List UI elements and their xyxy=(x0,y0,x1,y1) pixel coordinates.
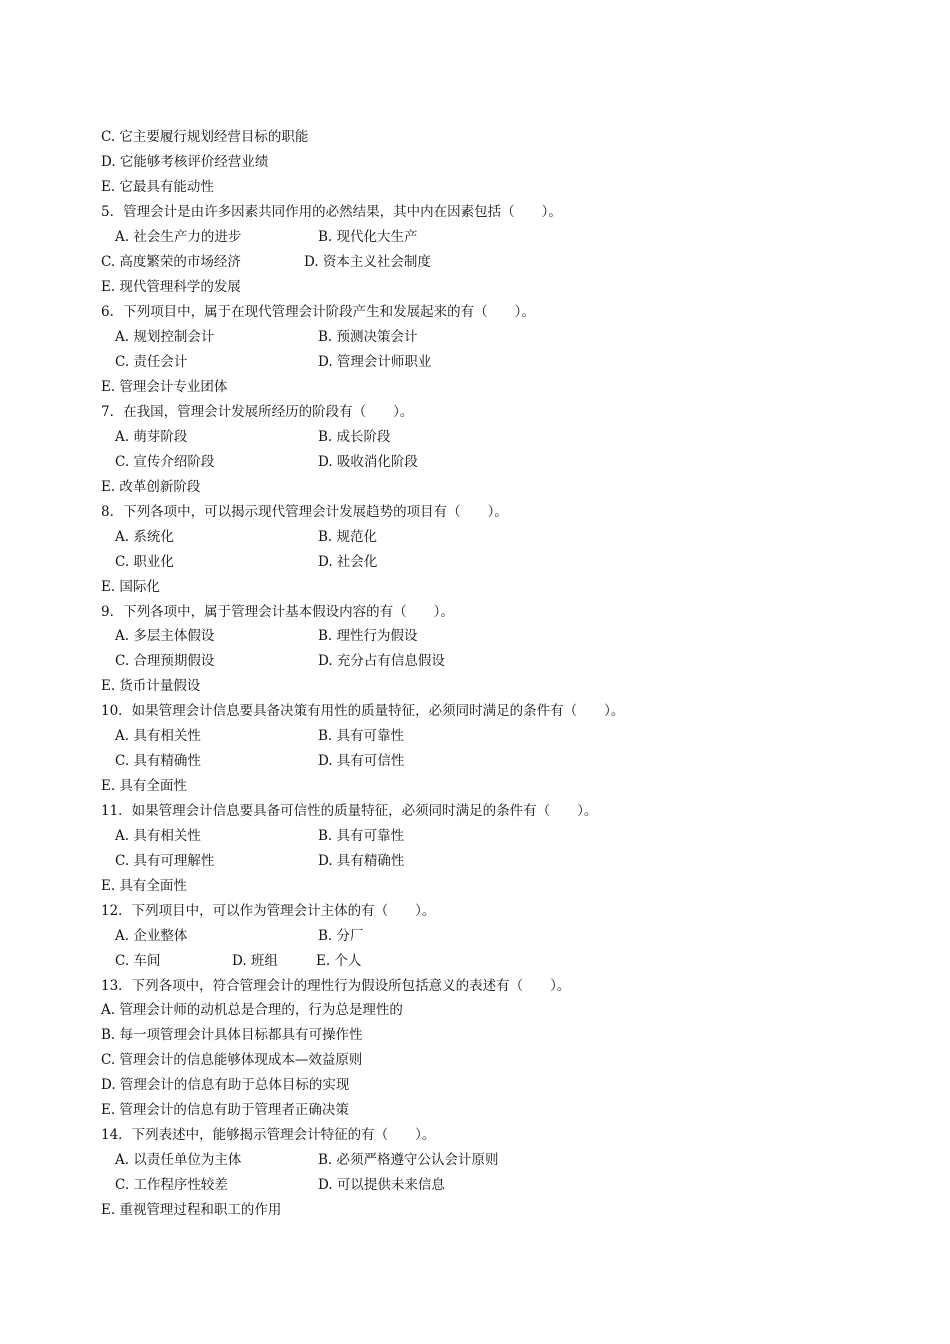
option-row xyxy=(0,824,950,848)
option-row xyxy=(0,250,950,274)
option-e: E. 重视管理过程和职工的作用 xyxy=(101,1202,282,1218)
option-c: C. 管理会计的信息能够体现成本—效益原则 xyxy=(101,1052,363,1068)
option-line: C. 它主要履行规划经营目标的职能 xyxy=(101,129,309,145)
option-line: E. 它最具有能动性 xyxy=(101,179,214,195)
option-e: E. 现代管理科学的发展 xyxy=(101,279,241,295)
question-5: 5．管理会计是由许多因素共同作用的必然结果，其中内在因素包括（ ）。 xyxy=(101,204,562,220)
option-row xyxy=(0,649,950,673)
option-b: B. 规范化 xyxy=(318,529,378,545)
option-d: D. 具有可信性 xyxy=(318,753,405,769)
question-11: 11．如果管理会计信息要具备可信性的质量特征，必须同时满足的条件有（ ）。 xyxy=(101,803,598,819)
option-e: E. 管理会计的信息有助于管理者正确决策 xyxy=(101,1102,349,1118)
option-a: A. 规划控制会计 xyxy=(115,329,215,345)
option-a: A. 管理会计师的动机总是合理的，行为总是理性的 xyxy=(101,1002,403,1018)
option-a: A. 以责任单位为主体 xyxy=(115,1152,242,1168)
option-e: E. 货币计量假设 xyxy=(101,678,201,694)
option-b: B. 分厂 xyxy=(318,928,364,944)
option-b: B. 理性行为假设 xyxy=(318,628,418,644)
option-row xyxy=(0,1148,950,1172)
option-row xyxy=(0,1173,950,1197)
option-b: B. 具有可靠性 xyxy=(318,728,405,744)
question-14: 14．下列表述中，能够揭示管理会计特征的有（ ）。 xyxy=(101,1127,436,1143)
option-row xyxy=(0,425,950,449)
option-row xyxy=(0,550,950,574)
option-e: E. 个人 xyxy=(316,953,362,969)
option-e: E. 管理会计专业团体 xyxy=(101,379,228,395)
option-a: A. 企业整体 xyxy=(115,928,188,944)
question-9: 9．下列各项中，属于管理会计基本假设内容的有（ ）。 xyxy=(101,604,454,620)
option-c: C. 具有可理解性 xyxy=(115,853,215,869)
option-d: D. 充分占有信息假设 xyxy=(318,653,445,669)
option-row xyxy=(0,525,950,549)
option-row xyxy=(0,724,950,748)
option-d: D. 可以提供未来信息 xyxy=(318,1177,445,1193)
option-e: E. 具有全面性 xyxy=(101,778,187,794)
option-row xyxy=(0,225,950,249)
option-c: C. 具有精确性 xyxy=(115,753,201,769)
option-a: A. 萌芽阶段 xyxy=(115,429,188,445)
option-row xyxy=(0,450,950,474)
option-row xyxy=(0,350,950,374)
question-10: 10．如果管理会计信息要具备决策有用性的质量特征，必须同时满足的条件有（ ）。 xyxy=(101,703,625,719)
option-c: C. 高度繁荣的市场经济 xyxy=(101,254,241,270)
option-row xyxy=(0,949,950,973)
option-c: C. 宣传介绍阶段 xyxy=(115,454,215,470)
option-c: C. 工作程序性较差 xyxy=(115,1177,228,1193)
option-b: B. 现代化大生产 xyxy=(318,229,418,245)
option-c: C. 责任会计 xyxy=(115,354,188,370)
question-7: 7．在我国，管理会计发展所经历的阶段有（ ）。 xyxy=(101,404,414,420)
option-b: B. 成长阶段 xyxy=(318,429,391,445)
option-a: A. 具有相关性 xyxy=(115,828,201,844)
question-6: 6．下列项目中，属于在现代管理会计阶段产生和发展起来的有（ ）。 xyxy=(101,304,535,320)
option-d: D. 管理会计师职业 xyxy=(318,354,432,370)
option-d: D. 具有精确性 xyxy=(318,853,405,869)
option-row xyxy=(0,624,950,648)
option-d: D. 管理会计的信息有助于总体目标的实现 xyxy=(101,1077,350,1093)
option-b: B. 每一项管理会计具体目标都具有可操作性 xyxy=(101,1027,363,1043)
option-e: E. 具有全面性 xyxy=(101,878,187,894)
option-e: E. 改革创新阶段 xyxy=(101,479,201,495)
option-row xyxy=(0,849,950,873)
option-d: D. 班组 xyxy=(232,953,278,969)
option-c: C. 合理预期假设 xyxy=(115,653,215,669)
option-line: D. 它能够考核评价经营业绩 xyxy=(101,154,269,170)
option-c: C. 职业化 xyxy=(115,554,174,570)
option-a: A. 具有相关性 xyxy=(115,728,201,744)
option-a: A. 多层主体假设 xyxy=(115,628,215,644)
option-b: B. 预测决策会计 xyxy=(318,329,418,345)
question-12: 12．下列项目中，可以作为管理会计主体的有（ ）。 xyxy=(101,903,436,919)
option-row xyxy=(0,325,950,349)
option-d: D. 资本主义社会制度 xyxy=(304,254,431,270)
question-13: 13．下列各项中，符合管理会计的理性行为假设所包括意义的表述有（ ）。 xyxy=(101,978,571,994)
option-b: B. 具有可靠性 xyxy=(318,828,405,844)
option-d: D. 社会化 xyxy=(318,554,378,570)
option-c: C. 车间 xyxy=(115,953,161,969)
option-d: D. 吸收消化阶段 xyxy=(318,454,418,470)
option-row xyxy=(0,749,950,773)
question-8: 8．下列各项中，可以揭示现代管理会计发展趋势的项目有（ ）。 xyxy=(101,504,508,520)
option-row xyxy=(0,924,950,948)
option-e: E. 国际化 xyxy=(101,579,160,595)
option-a: A. 社会生产力的进步 xyxy=(115,229,242,245)
option-b: B. 必须严格遵守公认会计原则 xyxy=(318,1152,499,1168)
option-a: A. 系统化 xyxy=(115,529,174,545)
